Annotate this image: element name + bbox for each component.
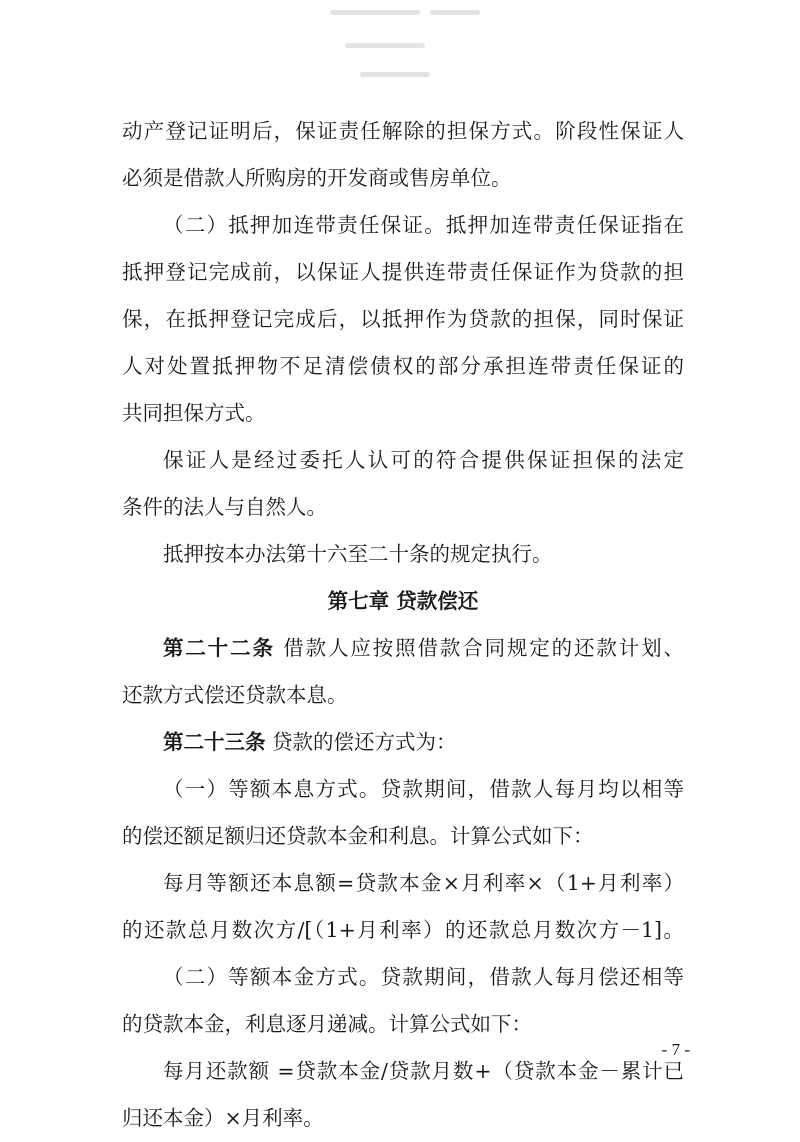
paragraph-mortgage-joint-guarantee xyxy=(122,202,684,437)
page-number: - 7 - xyxy=(661,1040,690,1059)
article-heading: 第二十三条 xyxy=(163,730,266,754)
text-line: （二）抵押加连带责任保证。抵押加连带责任保证指在 xyxy=(163,213,684,237)
document-body xyxy=(122,108,684,1142)
text-line: 的偿还额足额归还贷款本金和利息。计算公式如下： xyxy=(122,824,594,848)
text-line: 抵押按本办法第十六至二十条的规定执行。 xyxy=(163,542,553,566)
paragraph-mortgage-rules xyxy=(122,531,684,578)
formula-line: 的还款总月数次方/[（1+月利率）的还款总月数次方－1]。 xyxy=(122,918,684,942)
text-line: 人对处置抵押物不足清偿债权的部分承担连带责任保证的 xyxy=(122,354,684,378)
text-line: 条件的法人与自然人。 xyxy=(122,495,327,519)
chapter-title: 第七章 贷款偿还 xyxy=(327,589,479,613)
text-line: 的贷款本金，利息逐月递减。计算公式如下： xyxy=(122,1012,532,1036)
method-equal-installment xyxy=(122,766,684,860)
faded-header-marks xyxy=(0,0,800,90)
article-text: 贷款的偿还方式为： xyxy=(265,730,457,754)
formula-line: 每月等额还本息额=贷款本金×月利率×（1+月利率） xyxy=(163,871,684,895)
article-text: 借款人应按照借款合同规定的还款计划、 xyxy=(274,636,685,660)
formula-equal-installment xyxy=(122,860,684,954)
text-line: 还款方式偿还贷款本息。 xyxy=(122,683,348,707)
text-line: 保证人是经过委托人认可的符合提供保证担保的法定 xyxy=(163,448,684,472)
paragraph-guarantee-release xyxy=(122,108,684,202)
article-22 xyxy=(122,625,684,719)
text-line: 保，在抵押登记完成后，以抵押作为贷款的担保，同时保证 xyxy=(122,307,684,331)
formula-equal-principal xyxy=(122,1048,684,1142)
formula-line: 每月还款额 =贷款本金/贷款月数+（贷款本金－累计已 xyxy=(163,1059,684,1083)
method-equal-principal xyxy=(122,954,684,1048)
article-heading: 第二十二条 xyxy=(163,636,275,660)
paragraph-guarantor-definition xyxy=(122,437,684,531)
text-line: 共同担保方式。 xyxy=(122,401,266,425)
text-line: （二）等额本金方式。贷款期间，借款人每月偿还相等 xyxy=(163,965,684,989)
formula-line: 归还本金）×月利率。 xyxy=(122,1106,324,1130)
article-23 xyxy=(122,719,684,766)
text-line: （一）等额本息方式。贷款期间，借款人每月均以相等 xyxy=(163,777,684,801)
text-line: 动产登记证明后，保证责任解除的担保方式。阶段性保证人 xyxy=(122,119,684,143)
text-line: 抵押登记完成前，以保证人提供连带责任保证作为贷款的担 xyxy=(122,260,684,284)
text-line: 必须是借款人所购房的开发商或售房单位。 xyxy=(122,166,512,190)
